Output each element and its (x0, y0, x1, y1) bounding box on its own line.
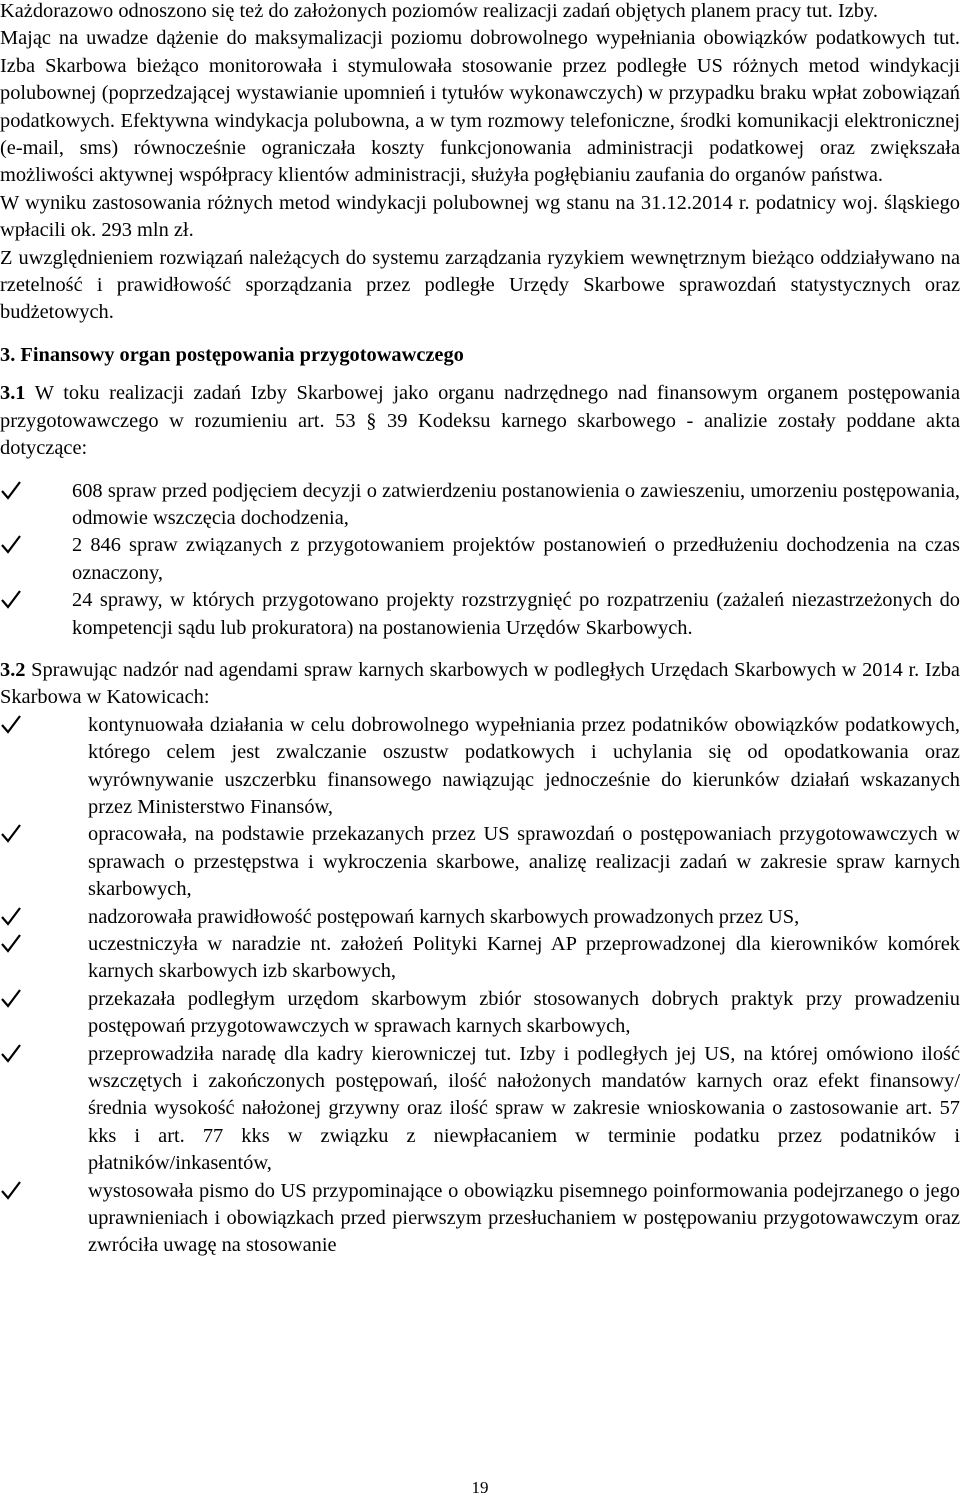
list-item (0, 1041, 960, 1178)
paragraph-risk-management: Z uwzględnieniem rozwiązań należących do systemu zarządzania ryzykiem wewnętrznym bieżąco oddziaływano na rzetelność i prawidłowość sporządzania przez podległe Urzędy Skarbowe sprawozdań statystycznych oraz budżetowych. (0, 246, 960, 324)
checkmark-icon (0, 478, 28, 505)
paragraph-plan-realization: Każdorazowo odnoszono się też do założonych poziomów realizacji zadań objętych planem pracy tut. Izby. (0, 0, 878, 22)
list-item (0, 821, 960, 903)
paragraph-collection-result: W wyniku zastosowania różnych metod windykacji polubownej wg stanu na 31.12.2014 r. podatnicy woj. śląskiego wpłacili ok. 293 mln zł. (0, 191, 960, 242)
spacer (0, 327, 960, 342)
list-item-text: 608 spraw przed podjęciem decyzji o zatwierdzeniu postanowienia o zawieszeniu, umorzeniu postępowania, odmowie wszczęcia dochodzenia, (72, 479, 960, 529)
checkmark-icon (0, 986, 28, 1013)
subsection-text: Sprawując nadzór nad agendami spraw karnych skarbowych w podległych Urzędach Skarbowych w 2014 r. Izba Skarbowa w Katowicach: (0, 658, 960, 709)
section-heading: 3. Finansowy organ postępowania przygotowawczego (0, 343, 464, 366)
list-item-text: uczestniczyła w naradzie nt. założeń Polityki Karnej AP przeprowadzonej dla kierowników komórek karnych skarbowych izb skarbowych, (88, 933, 960, 983)
subsection-number: 3.2 (0, 658, 26, 681)
spacer (0, 369, 960, 380)
list-item (0, 587, 960, 642)
subsection-3-2-intro (0, 657, 960, 712)
list-item (0, 532, 960, 587)
list-item-text: 2 846 spraw związanych z przygotowaniem projektów postanowień o przedłużeniu dochodzenia na czas oznaczony, (72, 534, 960, 584)
subsection-text: W toku realizacji zadań Izby Skarbowej jako organu nadrzędnego nad finansowym organem postępowania przygotowawczego w rozumieniu art. 53 § 39 Kodeksu karnego skarbowego - analizie zostały poddane akta dotyczące: (0, 382, 960, 460)
checkmark-icon (0, 904, 28, 931)
spacer (0, 642, 960, 657)
spacer (0, 463, 960, 478)
list-item-text: nadzorowała prawidłowość postępowań karnych skarbowych prowadzonych przez US, (88, 905, 800, 928)
checklist-supervision-actions (0, 712, 960, 1260)
checkmark-icon (0, 821, 28, 848)
list-item (0, 986, 960, 1041)
paragraph-voluntary-compliance: Mając na uwadze dążenie do maksymalizacji poziomu dobrowolnego wypełniania obowiązków podatkowych tut. Izba Skarbowa bieżąco monitorowała i stymulowała stosowanie przez podległe US różnych metod windykacji polubownej (poprzedzającej wystawianie upomnień i tytułów wykonawczych) w przypadku braku wpłat zobowiązań podatkowych. Efektywna windykacja polubowna, a w tym rozmowy telefoniczne, środki komunikacji elektronicznej (e-mail, sms) równocześnie ograniczała koszty funkcjonowania administracji podatkowej oraz zwiększała możliwości aktywnej współpracy klientów administracji, służyła pogłębianiu zaufania do organów państwa. (0, 27, 960, 187)
checklist-analyzed-files (0, 478, 960, 642)
subsection-number: 3.1 (0, 382, 26, 405)
list-item-text: przekazała podległym urzędom skarbowym zbiór stosowanych dobrych praktyk przy prowadzeniu postępowań przygotowawczych w sprawach karnych skarbowych, (88, 987, 960, 1038)
checkmark-icon (0, 532, 28, 559)
list-item (0, 1178, 960, 1260)
list-item-text: wystosowała pismo do US przypominające o obowiązku pisemnego poinformowania podejrzanego o jego uprawnieniach i obowiązkach przed pierwszym przesłuchaniem w postępowaniu przygotowawczym oraz zwróciła uwagę na stosowanie (88, 1179, 960, 1257)
page-number: 19 (471, 1478, 489, 1497)
checkmark-icon (0, 1178, 28, 1205)
checkmark-icon (0, 587, 28, 614)
list-item-text: kontynuowała działania w celu dobrowolnego wypełniania przez podatników obowiązków podatkowych, którego celem jest zwalczanie oszustw podatkowych i uchylania się od opodatkowania oraz wyrównywanie uszczerbku finansowego nawiązując jednocześnie do kierunków działań wskazanych przez Ministerstwo Finansów, (88, 713, 960, 818)
checkmark-icon (0, 1041, 28, 1068)
list-item-text: przeprowadziła naradę dla kadry kierowniczej tut. Izby i podległych jej US, na której omówiono ilość wszczętych i zakończonych postępowań, ilość nałożonych mandatów karnych oraz efekt finansowy/średnia wysokość nałożonej grzywny oraz ilość spraw w zakresie wnioskowania o zastosowanie art. 57 kks i art. 77 kks w związku z niewpłacaniem w terminie podatku przez podatników i płatników/inkasentów, (88, 1042, 960, 1175)
list-item (0, 712, 960, 822)
list-item-text: 24 sprawy, w których przygotowano projekty rozstrzygnięć po rozpatrzeniu (zażaleń niezastrzeżonych do kompetencji sądu lub prokuratora) na postanowienia Urzędów Skarbowych. (72, 589, 960, 639)
list-item (0, 478, 960, 533)
checkmark-icon (0, 712, 28, 739)
list-item (0, 904, 960, 931)
list-item (0, 931, 960, 986)
list-item-text: opracowała, na podstawie przekazanych przez US sprawozdań o postępowaniach przygotowawczych w sprawach o przestępstwa i wykroczenia skarbowe, analizę realizacji zadań w zakresie spraw karnych skarbowych, (88, 823, 960, 901)
subsection-3-1-intro (0, 380, 960, 462)
checkmark-icon (0, 931, 28, 958)
